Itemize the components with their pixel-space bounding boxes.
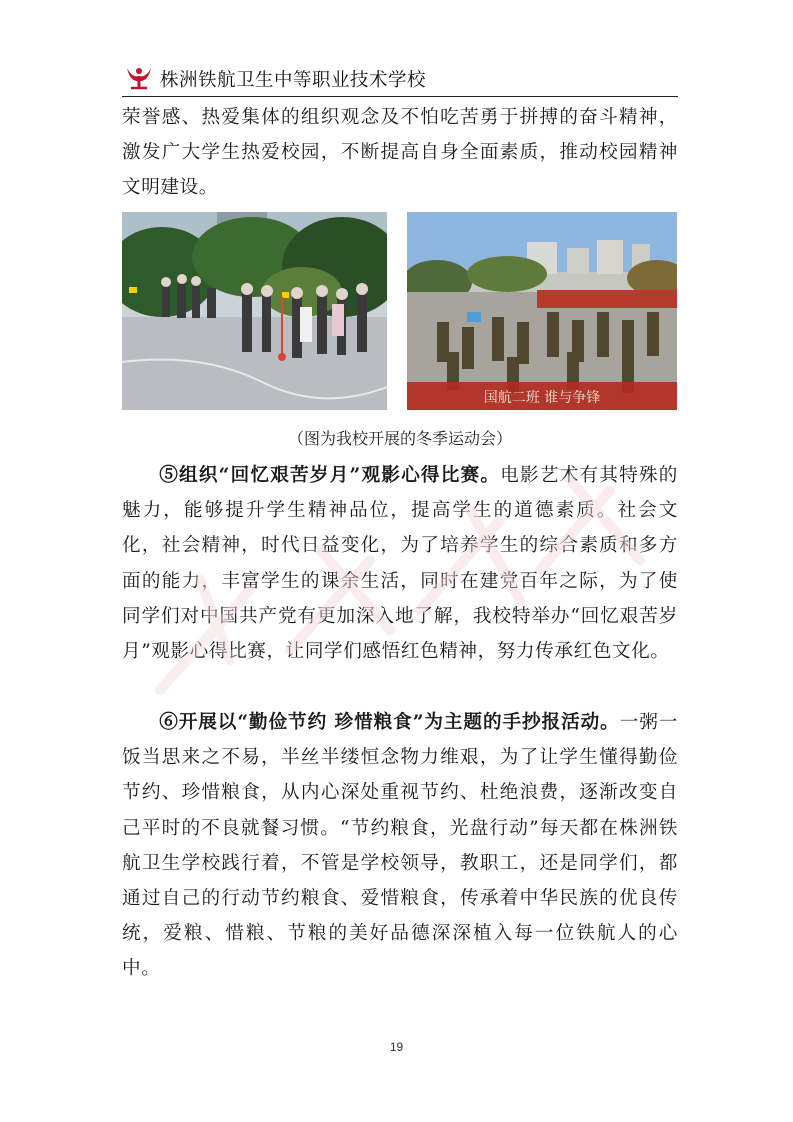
section-6-paragraph xyxy=(122,705,678,987)
page-header xyxy=(122,62,678,97)
sports-meet-photo-left xyxy=(122,212,387,410)
sports-meet-photo-right xyxy=(407,212,677,410)
section-6-text: 一粥一饭当思来之不易，半丝半缕恒念物力维艰，为了让学生懂得勤俭节约、珍惜粮食，从内心深处重视节约、杜绝浪费，逐渐改变自己平时的不良就餐习惯。“节约粮食，光盘行动”每天都在株洲铁航卫生学校践行着，不管是学校领导，教职工，还是同学们，都通过自己的行动节约粮食、爱惜粮食，传承着中华民族的优良传统，爱粮、惜粮、节粮的美好品德深深植入每一位铁航人的心中。 xyxy=(122,712,678,980)
page-number: 19 xyxy=(389,1040,404,1054)
section-5-text: 电影艺术有其特殊的魅力，能够提升学生精神品位，提高学生的道德素质。社会文化，社会精神，时代日益变化，为了培养学生的综合素质和多方面的能力，丰富学生的课余生活，同时在建党百年之际，为了使同学们对中国共产党有更加深入地了解，我校特举办“回忆艰苦岁月”观影心得比赛，让同学们感悟红色精神，努力传承红色文化。 xyxy=(122,465,678,663)
photo-caption: （图为我校开展的冬季运动会） xyxy=(287,429,512,448)
section-6 xyxy=(122,705,678,987)
military-drill-image xyxy=(407,212,677,410)
section-6-heading: ⑥开展以“勤俭节约 珍惜粮食”为主题的手抄报活动。 xyxy=(159,712,620,733)
intro-paragraph: 荣誉感、热爱集体的组织观念及不怕吃苦勇于拼搏的奋斗精神，激发广大学生热爱校园，不断提高自身全面素质，推动校园精神文明建设。 xyxy=(122,107,678,199)
school-logo-icon xyxy=(124,64,154,90)
intro-block xyxy=(122,100,678,206)
banner-text: 国航二班 谁与争锋 xyxy=(483,390,601,406)
section-5 xyxy=(122,458,678,669)
section-5-heading: ⑤组织“回忆艰苦岁月”观影心得比赛。 xyxy=(159,465,501,486)
sports-meet-relay-image xyxy=(122,212,387,410)
school-name: 株洲铁航卫生中等职业技术学校 xyxy=(160,70,427,91)
section-5-paragraph xyxy=(122,458,678,669)
